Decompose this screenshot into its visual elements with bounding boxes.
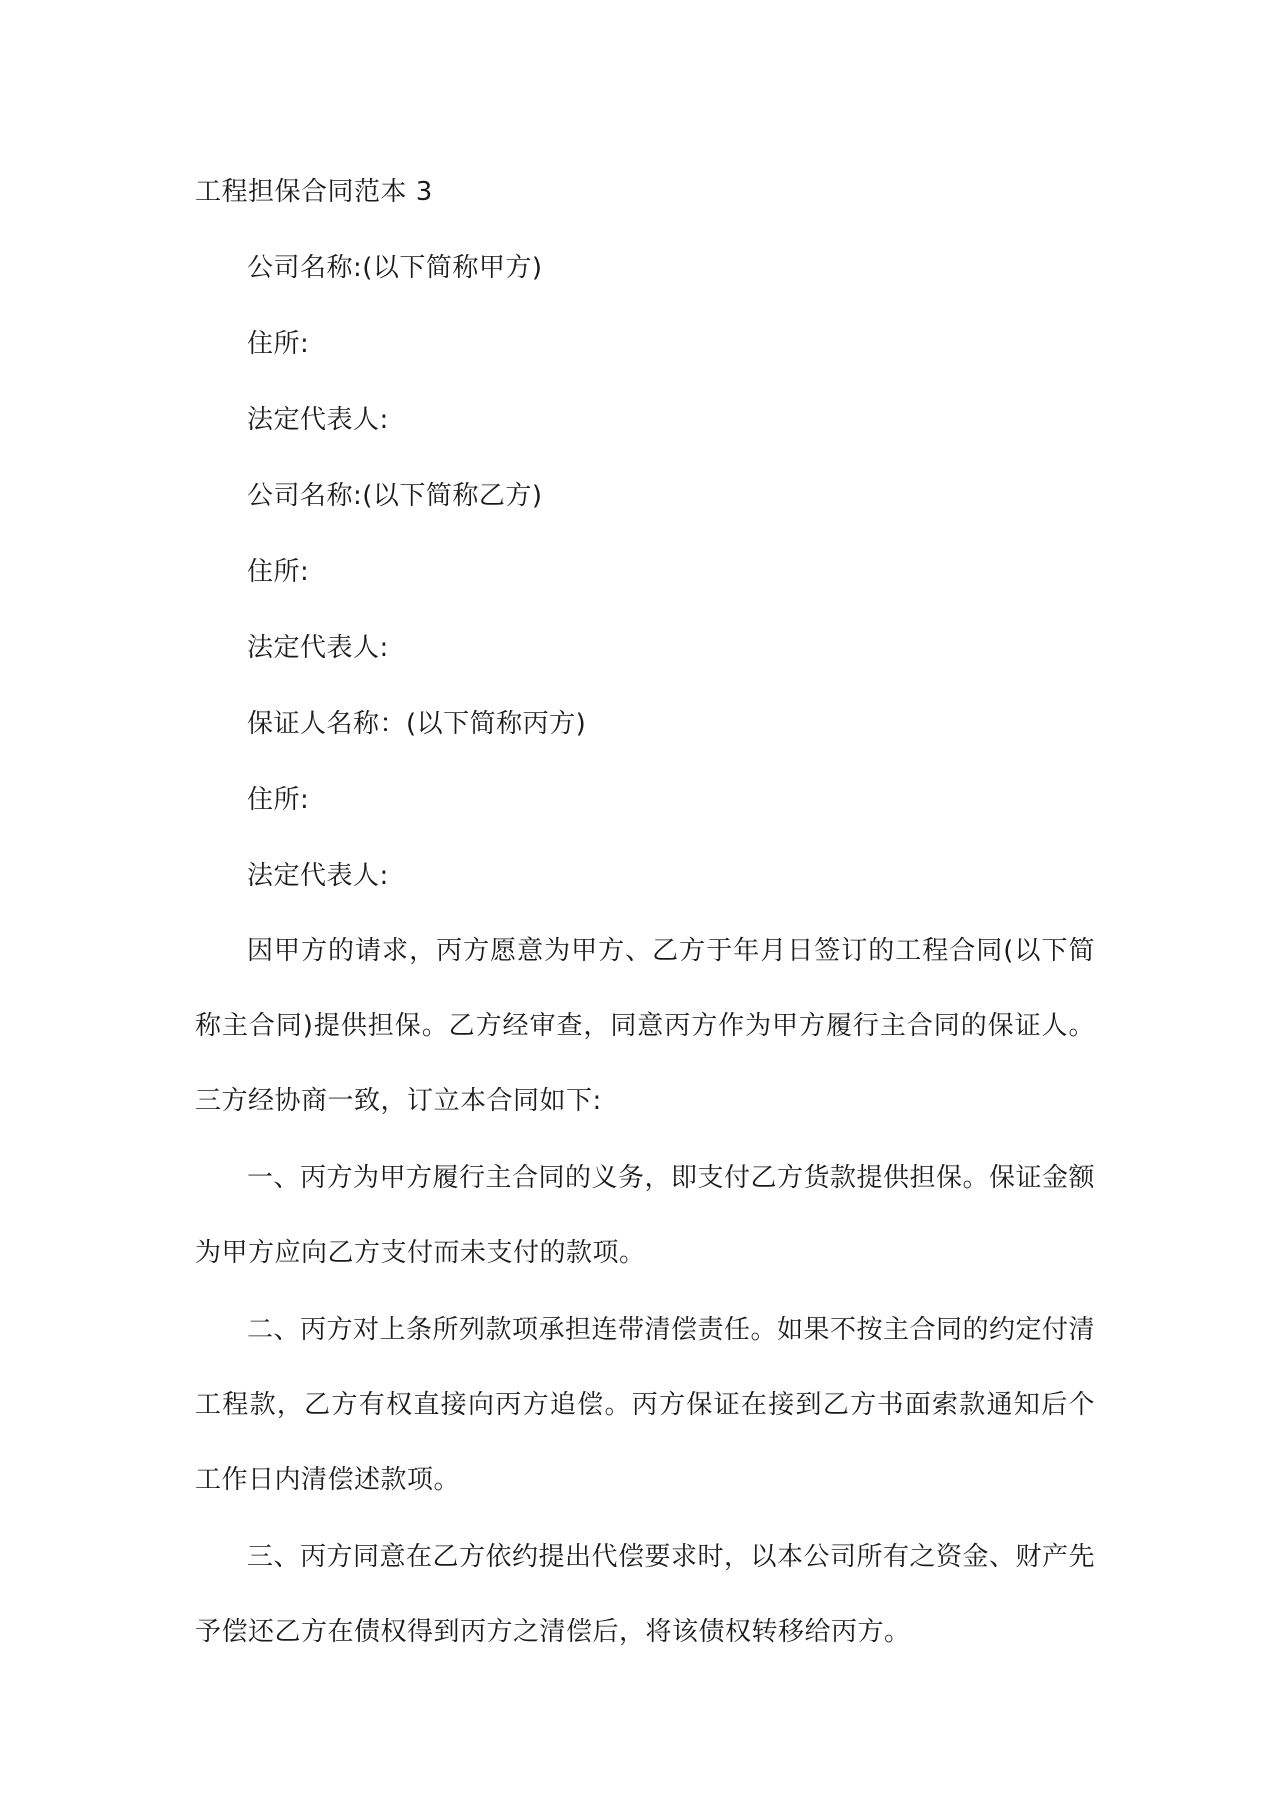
- clause-3-paragraph: 三、丙方同意在乙方依约提出代偿要求时，以本公司所有之资金、财产先予偿还乙方在债权得到丙方之清偿后，将该债权转移给丙方。: [195, 1542, 1096, 1647]
- preamble-paragraph: 因甲方的请求，丙方愿意为甲方、乙方于年月日签订的工程合同(以下简称主合同)提供担保。乙方经审查，同意丙方作为甲方履行主合同的保证人。三方经协商一致，订立本合同如下:: [195, 936, 1095, 1116]
- party-b-address-field: 住所:: [247, 557, 310, 587]
- party-a-name-field: 公司名称:(以下简称甲方): [247, 253, 543, 283]
- clause-1-paragraph: 一、丙方为甲方履行主合同的义务，即支付乙方货款提供担保。保证金额为甲方应向乙方支付而未支付的款项。: [195, 1163, 1096, 1268]
- party-a-address-field: 住所:: [247, 329, 310, 359]
- party-b-name-field: 公司名称:(以下简称乙方): [247, 481, 543, 511]
- guarantor-representative-field: 法定代表人:: [247, 861, 389, 891]
- document-page: [195, 172, 1095, 1672]
- guarantor-address-field: 住所:: [247, 785, 310, 815]
- guarantor-name-field: 保证人名称：(以下简称丙方): [247, 709, 587, 739]
- party-a-representative-field: 法定代表人:: [247, 405, 389, 435]
- party-b-representative-field: 法定代表人:: [247, 633, 389, 663]
- document-title: 工程担保合同范本 3: [195, 177, 433, 207]
- contract-body: [195, 914, 1095, 1670]
- clause-2-paragraph: 二、丙方对上条所列款项承担连带清偿责任。如果不按主合同的约定付清工程款，乙方有权直接向丙方追偿。丙方保证在接到乙方书面索款通知后个工作日内清偿述款项。: [195, 1315, 1096, 1495]
